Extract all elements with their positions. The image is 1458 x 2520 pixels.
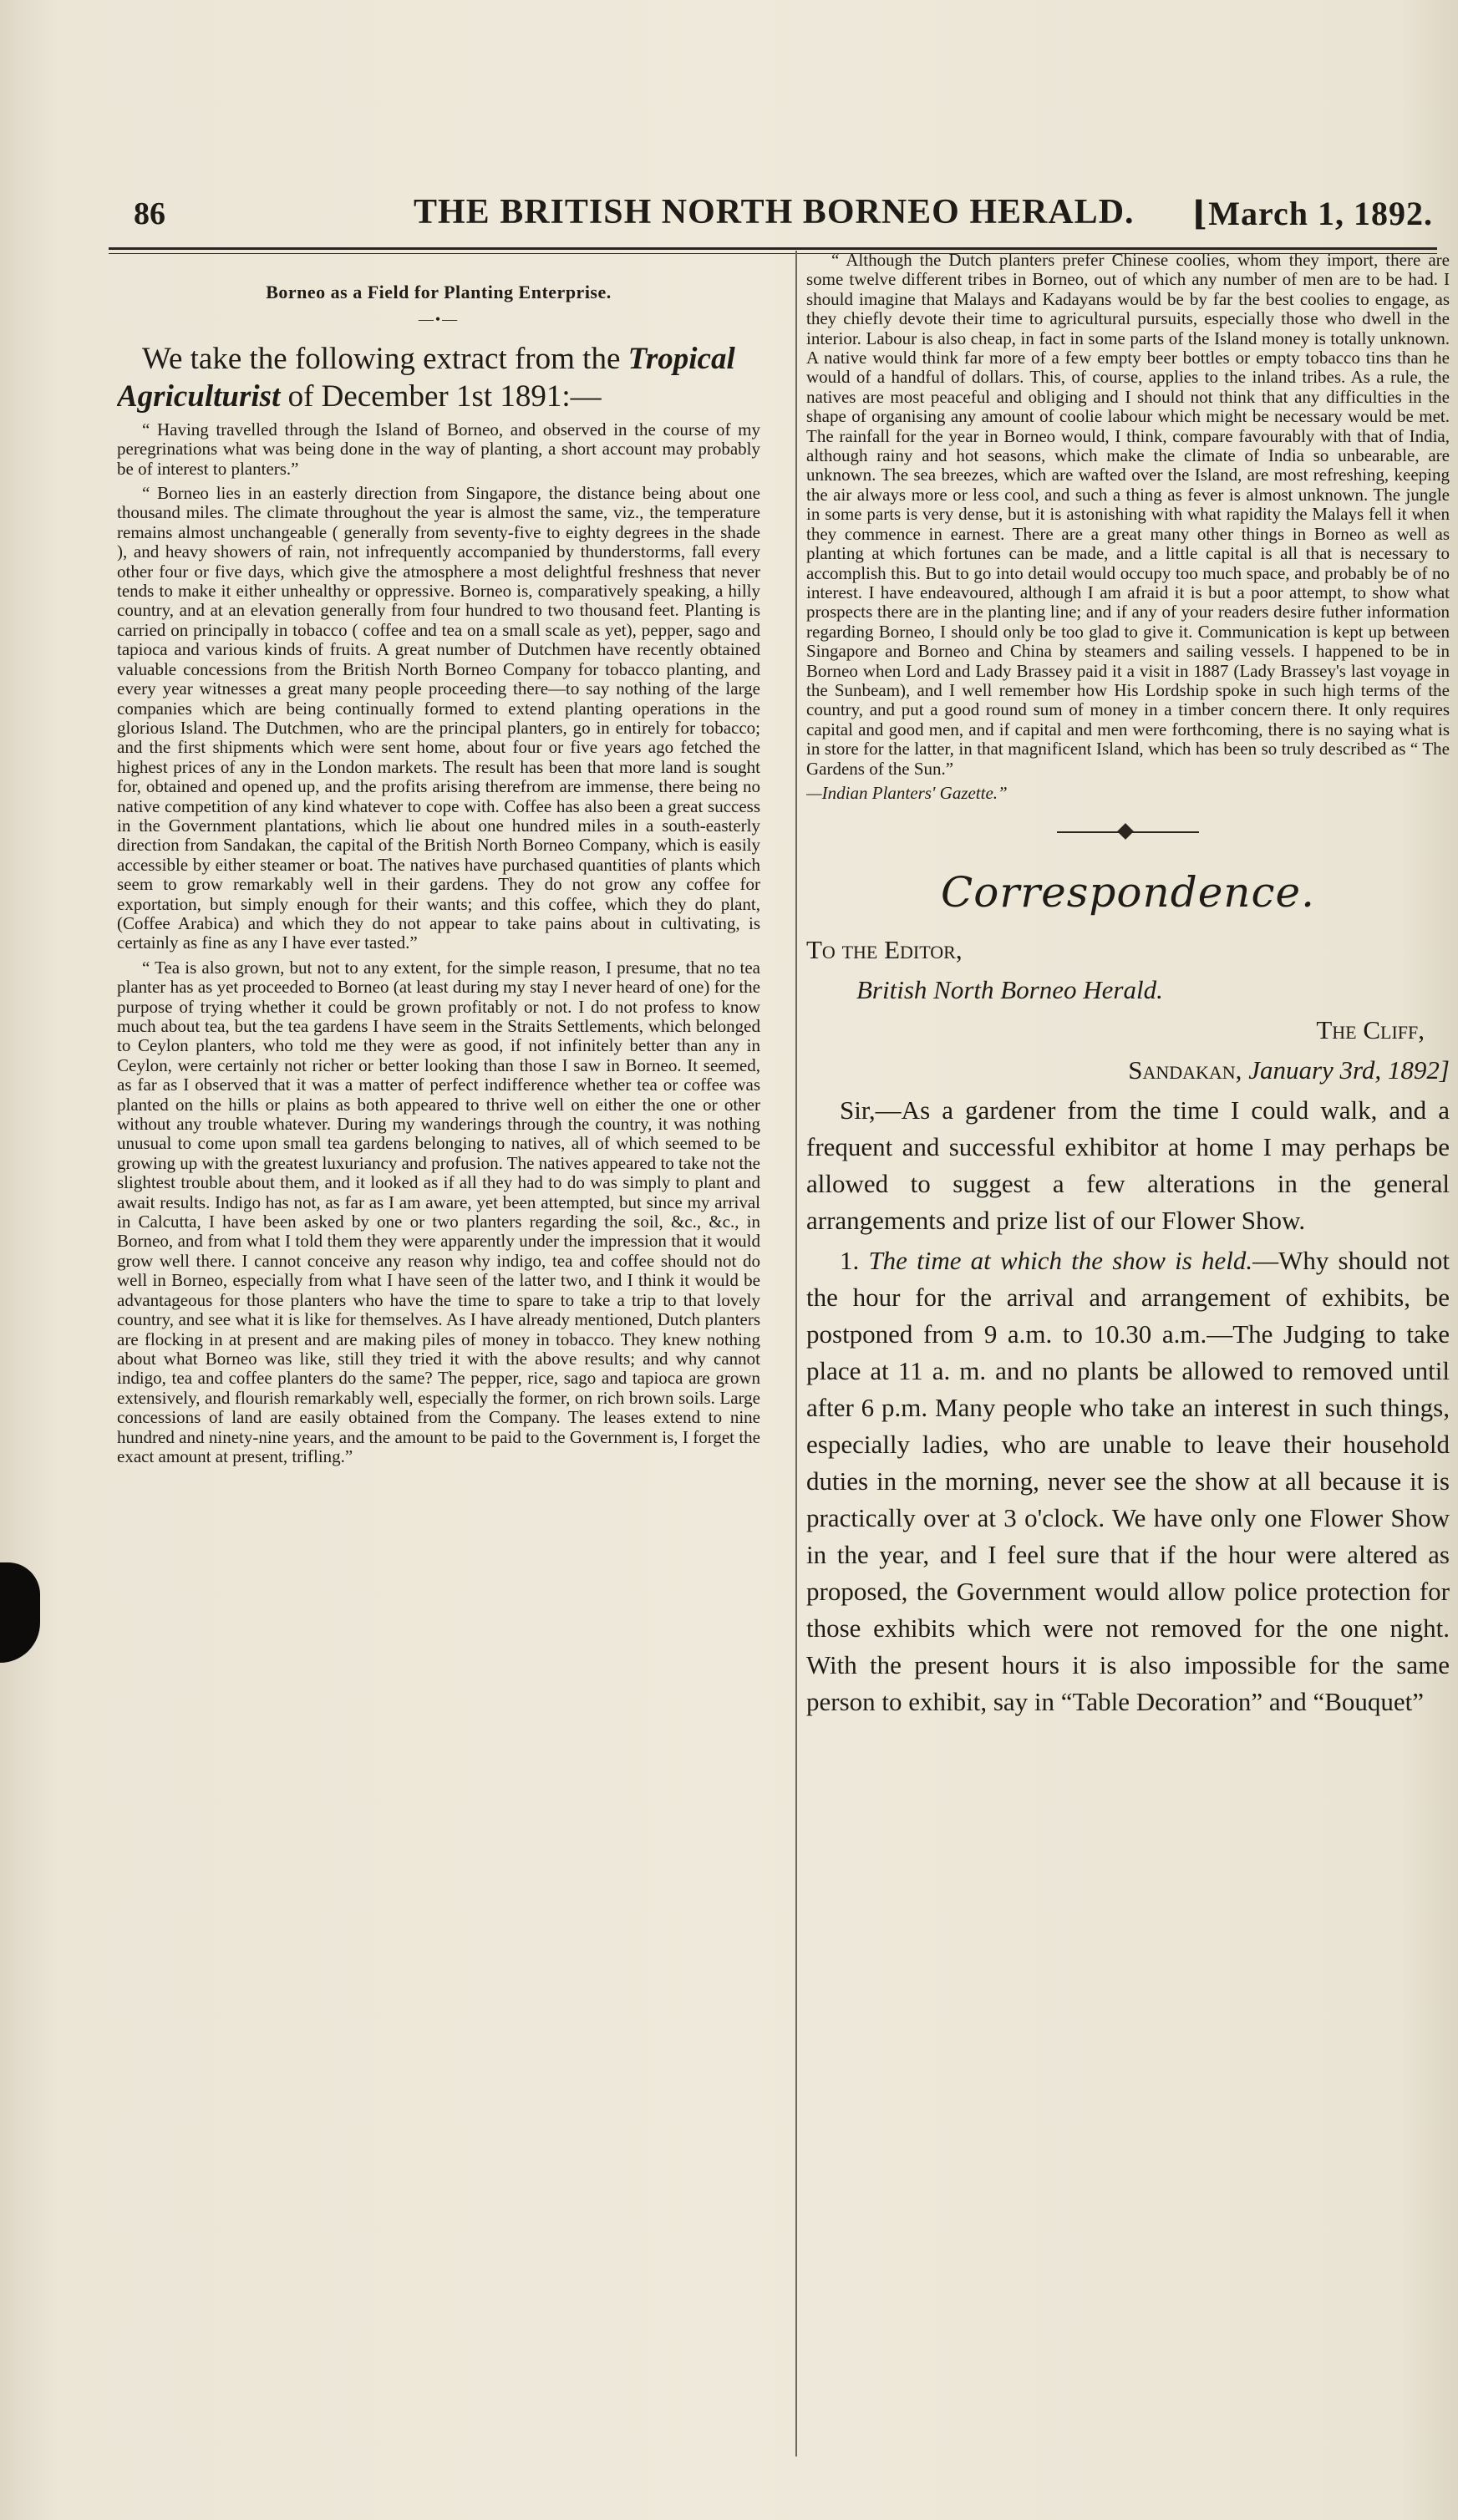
left-column — [117, 251, 760, 2456]
title-ornament: —•— — [418, 311, 460, 328]
point-1-text: —Why should not the hour for the arrival and arrangement of exhibits, be postponed from 9 a.m. to 10.30 a.m.—The Judging to take place at 11 a. m. and no plants be allowed to removed until after 6 p.m. Many people who take an interest in such things, especially ladies, who are unable to leave their household duties in the morning, never see the show at all because it is practically over at 3 o'clock. We have only one Flower Show in the year, and I feel sure that if the hour were altered as proposed, the Government would allow police protection for those exhibits which were not removed for the one night. With the present hours it is also impossible for the same person to exhibit, say in “Table Decoration” and “Bouquet” — [806, 1245, 1450, 1716]
article-lead — [117, 340, 760, 415]
letter-place: Sandakan, — [1128, 1054, 1242, 1085]
column-divider — [795, 251, 797, 2456]
letter-to-paper: British North Borneo Herald. — [856, 974, 1163, 1004]
letter-date: January 3rd, 1892] — [1248, 1054, 1450, 1085]
section-divider — [1057, 831, 1199, 833]
point-1-label: 1. — [840, 1245, 860, 1275]
divider-diamond-icon — [1117, 823, 1134, 840]
ink-blot — [0, 1562, 40, 1663]
article-paragraph-3: “ Tea is also grown, but not to any extent, for the simple reason, I presume, that no tea planter has as yet proceeded to Borneo (at least during my stay I never heard of one) for the purpose of trying whether it could be grown profitably or not. I do not profess to know much about tea, but the tea gardens I have seem in the Straits Settlements, which belonged to Ceylon planters, who told me they were as good, if not infinitely better than any in Ceylon, were certainly not richer or better looking than those I saw in Borneo. It seemed, as far as I observed that it was a matter of perfect indifference whether tea or coffee was planted on the hills or plains as both appeared to thrive well on either the one or other without any trouble whatever. During my wanderings through the country, it was nothing unusual to come upon small tea gardens belonging to natives, all of which seemed to be growing up with the greatest luxuriancy and profusion. The natives appeared to take not the slightest trouble about them, and it looked as if all they had to do was simply to plant and await results. Indigo has not, as far as I am aware, yet been attempted, but since my arrival in Calcutta, I have been asked by one or two planters regarding the soil, &c., &c., in Borneo, and from what I told them they were apparently under the impression that it would grow well there. I cannot conceive any reason why indigo, tea and coffee should not do well in Borneo, especially from what I have seen of the latter two, and I think it would be advantageous for those planters who have the time to spare to take a trip to that lovely country, and see what it is like for themselves. As I have already mentioned, Dutch planters are flocking in at present and are making piles of money in tobacco. They knew nothing about what Borneo was like, still they tried it with the above results; and why cannot indigo, tea and coffee planters do the same? The pepper, rice, sago and tapioca are grown extensively, and flourish remarkably well, especially the former, on rich brown soils. Large concessions of land are easily obtained from the Company. The leases extend to nine hundred and ninety-nine years, and the amount to be paid to the Government is, I forget the exact amount at present, trifling.” — [117, 957, 760, 1466]
article-title: Borneo as a Field for Planting Enterprise. — [266, 282, 612, 302]
letter-to-line: To the Editor, — [806, 934, 963, 964]
right-column — [806, 251, 1450, 2456]
page-header — [134, 191, 1433, 241]
letter-salutation-paragraph: Sir,—As a gardener from the time I could walk, and a frequent and successful exhibitor at home I may perhaps be allowed to suggest a few alterations in the general arrangements and prize list of our Flower Show. — [806, 1095, 1450, 1235]
lead-source: Tropical Agriculturist — [117, 341, 735, 414]
lead-text-before: We take the following extract from the — [142, 341, 621, 376]
letter-point-1 — [806, 1242, 1450, 1720]
publication-title: THE BRITISH NORTH BORNEO HERALD. — [414, 193, 1135, 231]
header-rule-thick — [109, 247, 1437, 250]
lead-text-after: of December 1st 1891:— — [287, 379, 602, 414]
correspondence-heading: Correspondence. — [940, 868, 1315, 917]
article-paragraph-1: “ Having travelled through the Island of Borneo, and observed in the course of my peregrinations what was being done in the way of planting, a short account may probably be of interest to planters.” — [117, 419, 760, 479]
article-credit: —Indian Planters' Gazette.” — [806, 782, 1008, 803]
page-number: 86 — [134, 196, 165, 231]
article-paragraph-2: “ Borneo lies in an easterly direction from Singapore, the distance being about one thousand miles. The climate throughout the year is almost the same, viz., the temperature remains almost unchangeable ( generally from seventy-five to eighty degrees in the shade ), and heavy showers of rain, not infrequently accompanied by thunderstorms, fall every other four or five days, which give the atmosphere a most delightful freshness that never tends to make it either unhealthy or oppressive. Borneo is, comparatively speaking, a hilly country, and at an elevation generally from four hundred to two thousand feet. Planting is carried on principally in tobacco ( coffee and tea on a small scale as yet), pepper, sago and tapioca and various kinds of fruits. A great number of Dutchmen have recently obtained valuable concessions from the British North Borneo Company for tobacco planting, and every year witnesses a great many people proceeding there—to say nothing of the large companies which are being continually formed to extend planting operations in the glorious Island. The Dutchmen, who are the principal planters, go in entirely for tobacco; and the first shipments which were sent home, about four or five years ago fetched the highest prices of any in the London markets. The result has been that more land is sought for, obtained and opened up, and the profits arising therefrom are immense, there being no native competition of any kind whatever to cope with. Coffee has also been a great success in the Government plantations, which lie about one hundred miles in a south-easterly direction from Sandakan, the capital of the British North Borneo Company, which is easily accessible by either steamer or boat. The natives have purchased quantities of plants which seem to grow remarkably well in their gardens. They do not grow any coffee for exportation, but simply enough for their wants; and this coffee, which they do plant, (Coffee Arabica) and which they do not appear to take pains about in cultivating, is certainly as fine as any I have ever tasted.” — [117, 483, 760, 953]
letter-place-date — [806, 1052, 1450, 1089]
point-1-title: The time at which the show is held. — [868, 1245, 1253, 1275]
letter — [806, 932, 1450, 1720]
article-paragraph-4: “ Although the Dutch planters prefer Chinese coolies, whom they import, there are some twelve different tribes in Borneo, out of which any number of men are to be had. I should imagine that Malays and Kadayans would be by far the best coolies to engage, as they chiefly devote their time to agricultural pursuits, especially those who dwell in the interior. Labour is also cheap, in fact in some parts of the Island money is totally unknown. A native would think far more of a few empty beer bottles or empty tobacco tins than he would of a handful of dollars. This, of course, applies to the inland tribes. As a rule, the natives are most peaceful and obliging and I should not think that any difficulties in the shape of organising any amount of coolie labour which might be necessary would be met. The rainfall for the year in Borneo would, I think, compare favourably with that of India, although rainy and hot seasons, which make the climate of India so unbearable, are unknown. The sea breezes, which are wafted over the Island, are most refreshing, keeping the air always more or less cool, and such a thing as fever is almost unknown. The jungle in some parts is very dense, but it is astonishing with what rapidity the Malays fell it when they commence in earnest. There are a great many other things in Borneo as well as planting at which fortunes can be made, and a little capital is all that is necessary to accomplish this. But to go into detail would occupy too much space, and probably be of no interest. I have endeavoured, although I am afraid it is but a poor attempt, to show what prospects there are in the planting line; and if any of your readers desire futher information regarding Borneo, I should only be too glad to give it. Communication is kept up between Singapore and Borneo and China by steamers and sailing vessels. I happened to be in Borneo when Lord and Lady Brassey paid it a visit in 1887 (Lady Brassey's last voyage in the Sunbeam), and I well remember how His Lordship spoke in such high terms of the country, and put a good round sum of money in a timber concern there. It only requires capital and good men, and if capital and men were forthcoming, there is no saying what is in store for the latter, in that magnificent Island, which has been so truly described as “ The Gardens of the Sun.” — [806, 251, 1450, 779]
issue-date: ⌊March 1, 1892. — [1191, 195, 1433, 232]
letter-address: The Cliff, — [1316, 1014, 1425, 1044]
